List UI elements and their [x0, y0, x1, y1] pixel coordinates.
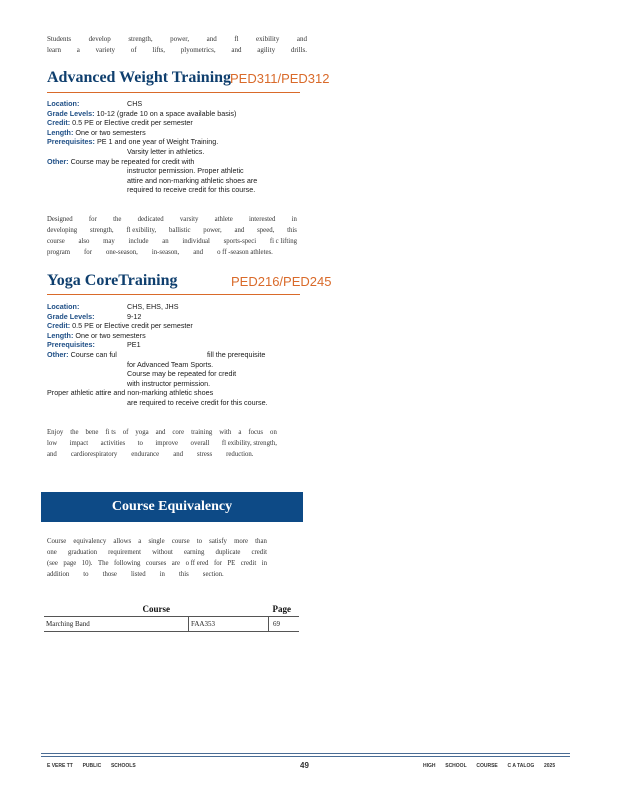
word: to	[83, 571, 89, 578]
credit-value: 0.5 PE or Elective credit per semester	[72, 118, 193, 128]
word: and	[155, 429, 166, 436]
course-code-cell: FAA353	[189, 617, 269, 632]
word: low	[47, 440, 58, 447]
paragraph-line	[47, 214, 297, 225]
word: credit	[240, 560, 257, 567]
paragraph-line	[47, 569, 267, 580]
word: dedicated	[137, 216, 164, 223]
word: interested	[249, 216, 276, 223]
word: impact	[69, 440, 89, 447]
other-value: attire and non-marking athletic shoes are	[127, 175, 258, 185]
word: reduction.	[226, 451, 254, 458]
other-label: Other:	[47, 156, 69, 166]
word: (see	[47, 560, 58, 567]
word: for	[88, 216, 97, 223]
other-value: fill the prerequisite	[207, 349, 266, 359]
word: allows	[113, 538, 132, 545]
paragraph-line	[47, 547, 267, 558]
paragraph-line	[47, 225, 297, 236]
word: than	[255, 538, 267, 545]
word: for	[213, 560, 222, 567]
word: power,	[203, 227, 222, 234]
word: in	[159, 571, 165, 578]
word: endurance	[131, 451, 160, 458]
section-banner: Course Equivalency	[41, 492, 303, 522]
word: the	[113, 216, 122, 223]
word: may	[103, 238, 115, 245]
prereq-value: Varsity letter in athletics.	[127, 146, 205, 156]
page-cell: 69	[269, 617, 300, 632]
word: PE	[227, 560, 236, 567]
word: activities	[100, 440, 126, 447]
word: one-season,	[105, 249, 138, 256]
word: overall	[190, 440, 210, 447]
word: individual	[182, 238, 210, 245]
word: those	[102, 571, 117, 578]
course-code: PED216/PED245	[231, 274, 332, 289]
intro-paragraph	[47, 34, 307, 56]
length-value: One or two semesters	[75, 330, 146, 340]
paragraph-line	[47, 236, 297, 247]
footer-word: E VERE TT	[47, 763, 73, 769]
location-value: CHS	[127, 99, 143, 108]
footer-word: SCHOOL	[445, 763, 467, 769]
footer-word: SCHOOLS	[110, 763, 136, 769]
word: following	[114, 560, 141, 567]
word: developing	[47, 227, 78, 234]
word: this	[178, 571, 189, 578]
column-header-course: Course	[44, 602, 269, 617]
word: Enjoy	[47, 429, 64, 436]
word: and	[47, 451, 57, 458]
word: course	[47, 238, 65, 245]
word: fl exibility, strength,	[221, 440, 277, 447]
other-value: Course may be repeated for credit with	[70, 156, 195, 166]
course-details	[47, 302, 307, 408]
word: athlete	[214, 216, 233, 223]
table-row	[44, 617, 299, 632]
location-label: Location:	[47, 302, 80, 311]
word: in	[291, 216, 297, 223]
word: training	[191, 429, 213, 436]
other-value: Proper athletic attire and non-marking athletic shoes	[47, 388, 214, 398]
word: courses	[145, 560, 167, 567]
length-value: One or two semesters	[75, 127, 146, 137]
word: and	[173, 451, 184, 458]
prereq-label: Prerequisites:	[47, 340, 95, 350]
word: and	[234, 227, 245, 234]
word: in	[261, 560, 267, 567]
word: a	[238, 429, 242, 436]
word: ballistic	[168, 227, 191, 234]
word: requirement	[108, 549, 141, 556]
footer-divider	[41, 753, 570, 754]
word: Designed	[47, 216, 73, 223]
paragraph-line	[47, 438, 277, 449]
word: of	[122, 429, 129, 436]
word: 10).	[81, 560, 93, 567]
intro-line: Students develop strength, power, and fl exibility and	[47, 35, 307, 43]
footer-divider	[41, 756, 570, 757]
word: course	[171, 538, 190, 545]
word: earning	[183, 549, 205, 556]
word: and	[193, 249, 204, 256]
word: without	[152, 549, 173, 556]
length-label: Length:	[47, 127, 74, 137]
grade-value: 10-12 (grade 10 on a space available basis)	[96, 108, 237, 118]
word: program	[47, 249, 71, 256]
grade-label: Grade Levels:	[47, 108, 95, 118]
title-divider	[47, 92, 300, 93]
title-divider	[47, 294, 300, 295]
word: are	[171, 560, 181, 567]
course-title: Yoga CoreTraining	[47, 272, 178, 289]
word: with	[219, 429, 232, 436]
word: single	[148, 538, 165, 545]
word: an	[162, 238, 169, 245]
word: speed,	[257, 227, 275, 234]
word: strength,	[90, 227, 114, 234]
other-value: required to receive credit for this course.	[127, 185, 256, 195]
footer-word: 2025	[544, 763, 556, 769]
course-description	[47, 214, 297, 258]
word: Course	[47, 538, 67, 545]
word: core	[172, 429, 185, 436]
equivalency-description	[47, 536, 267, 580]
word: the	[70, 429, 79, 436]
word: improve	[155, 440, 179, 447]
word: fi ts	[105, 429, 116, 436]
course-code: PED311/PED312	[230, 71, 330, 86]
footer-word: PUBLIC	[82, 763, 102, 769]
word: focus	[248, 429, 264, 436]
word: sports-speci	[223, 238, 257, 245]
paragraph-line	[47, 427, 277, 438]
other-value: Course can ful	[70, 349, 117, 359]
word: in-season,	[151, 249, 180, 256]
word: on	[270, 429, 277, 436]
word: more	[234, 538, 249, 545]
length-label: Length:	[47, 330, 74, 340]
paragraph-line	[47, 247, 297, 258]
footer-left	[47, 763, 136, 769]
prereq-label: Prerequisites:	[47, 137, 95, 147]
word: addition	[47, 571, 70, 578]
location-label: Location:	[47, 99, 80, 108]
word: The	[97, 560, 109, 567]
word: o ff -season athletes.	[217, 249, 273, 256]
footer-right	[423, 763, 555, 769]
word: duplicate	[215, 549, 241, 556]
credit-value: 0.5 PE or Elective credit per semester	[72, 321, 193, 331]
word: satisfy	[209, 538, 227, 545]
word: this	[287, 227, 297, 234]
credit-label: Credit:	[47, 321, 71, 331]
paragraph-line	[47, 449, 277, 460]
word: to	[137, 440, 143, 447]
prereq-value: PE 1 and one year of Weight Training.	[96, 137, 219, 147]
course-description	[47, 427, 277, 460]
word: equivalency	[73, 538, 107, 545]
word: for	[84, 249, 92, 256]
other-value: with instructor permission.	[127, 378, 211, 388]
intro-line: learn a variety of lifts, plyometrics, and agility drills.	[47, 46, 307, 54]
other-label: Other:	[47, 349, 69, 359]
course-details	[47, 99, 307, 195]
word: yoga	[135, 429, 149, 436]
word: fi c lifting	[269, 238, 297, 245]
word: graduation	[67, 549, 98, 556]
word: listed	[130, 571, 146, 578]
word: o ff ered	[185, 560, 209, 567]
word: to	[196, 538, 203, 545]
word: include	[128, 238, 149, 245]
word: also	[78, 238, 90, 245]
other-value: for Advanced Team Sports.	[127, 359, 214, 369]
credit-label: Credit:	[47, 118, 71, 128]
paragraph-line	[47, 536, 267, 547]
word: bene	[85, 429, 99, 436]
footer-word: COURSE	[476, 763, 498, 769]
other-value: instructor permission. Proper athletic	[127, 166, 244, 176]
paragraph-line	[47, 558, 267, 569]
grade-label: Grade Levels:	[47, 311, 95, 321]
equivalency-table	[44, 602, 299, 632]
word: a	[138, 538, 142, 545]
column-header-page: Page	[269, 602, 300, 617]
footer-word: HIGH	[423, 763, 436, 769]
location-value: CHS, EHS, JHS	[127, 302, 179, 311]
word: section.	[202, 571, 224, 578]
word: cardiorespiratory	[70, 451, 118, 458]
other-value: are required to receive credit for this course.	[127, 397, 268, 407]
course-name-cell: Marching Band	[44, 617, 189, 632]
prereq-value: PE1	[127, 340, 141, 350]
grade-value: 9-12	[127, 311, 142, 321]
word: one	[47, 549, 57, 556]
footer-word: C A TALOG	[507, 763, 535, 769]
word: credit	[251, 549, 267, 556]
word: stress	[197, 451, 213, 458]
word: varsity	[179, 216, 199, 223]
other-value: Course may be repeated for credit	[127, 369, 237, 379]
word: fl exibility,	[126, 227, 157, 234]
course-title: Advanced Weight Training	[47, 69, 232, 86]
word: page	[63, 560, 77, 567]
page-number: 49	[300, 761, 309, 770]
